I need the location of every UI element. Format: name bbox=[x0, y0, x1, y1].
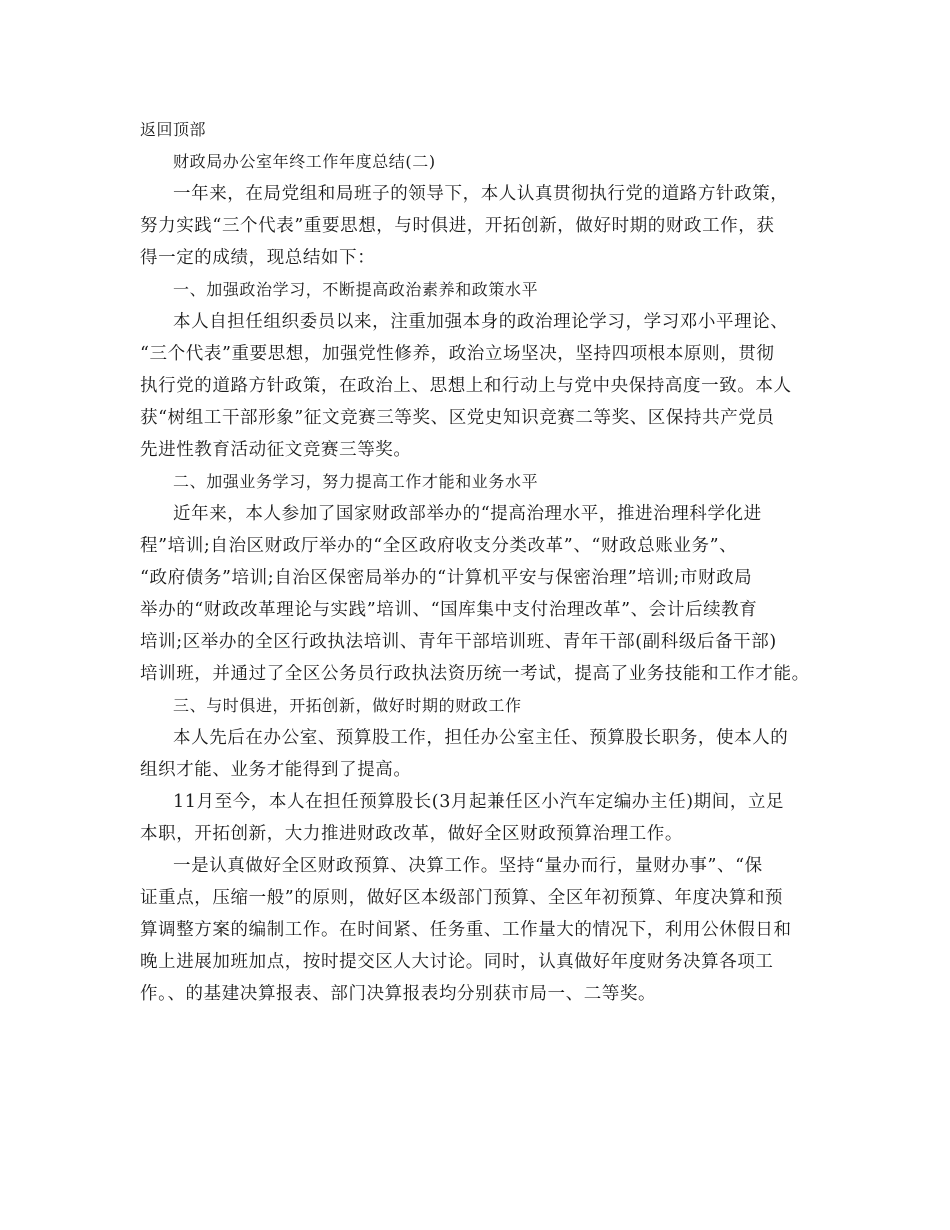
paragraph-line: “三个代表”重要思想，加强党性修养，政治立场坚决，坚持四项根本原则，贯彻 bbox=[140, 344, 775, 364]
paragraph-line: 执行党的道路方针政策，在政治上、思想上和行动上与党中央保持高度一致。本人 bbox=[140, 376, 792, 396]
paragraph-line: 本人自担任组织委员以来，注重加强本身的政治理论学习，学习邓小平理论、 bbox=[173, 312, 789, 332]
paragraph-line: 培训班，并通过了全区公务员行政执法资历统一考试，提高了业务技能和工作才能。 bbox=[140, 664, 810, 684]
paragraph-line: “政府债务”培训;自治区保密局举办的“计算机平安与保密治理”培训;市财政局 bbox=[140, 568, 753, 588]
paragraph-line: 作。、的基建决算报表、部门决算报表均分别获市局一、二等奖。 bbox=[140, 984, 657, 1004]
document-title: 财政局办公室年终工作年度总结(二) bbox=[173, 152, 436, 171]
paragraph-line: 算调整方案的编制工作。在时间紧、任务重、工作量大的情况下，利用公休假日和 bbox=[140, 920, 792, 940]
paragraph-line: 晚上进展加班加点，按时提交区人大讨论。同时，认真做好年度财务决算各项工 bbox=[140, 952, 774, 972]
paragraph-line: 得一定的成绩，现总结如下： bbox=[140, 248, 376, 268]
paragraph-line: 近年来，本人参加了国家财政部举办的“提高治理水平，推进治理科学化进 bbox=[173, 504, 762, 524]
paragraph-line: 一年来，在局党组和局班子的领导下，本人认真贯彻执行党的道路方针政策， bbox=[173, 184, 789, 204]
section-3-paragraph-2 bbox=[140, 786, 820, 850]
paragraph-line: 证重点，压缩一般”的原则，做好区本级部门预算、全区年初预算、年度决算和预 bbox=[140, 888, 784, 908]
paragraph-line: 组织才能、业务才能得到了提高。 bbox=[140, 760, 412, 780]
paragraph-line: 努力实践“三个代表”重要思想，与时俱进，开拓创新，做好时期的财政工作，获 bbox=[140, 216, 775, 236]
intro-paragraph bbox=[140, 178, 820, 274]
section-1-paragraph bbox=[140, 306, 820, 466]
section-heading-3: 三、与时俱进，开拓创新，做好时期的财政工作 bbox=[173, 696, 522, 715]
document-page bbox=[140, 114, 820, 1010]
paragraph-line: 本人先后在办公室、预算股工作，担任办公室主任、预算股长职务，使本人的 bbox=[173, 728, 789, 748]
paragraph-line: 程”培训;自治区财政厅举办的“全区政府收支分类改革”、“财政总账业务”、 bbox=[140, 536, 738, 556]
paragraph-line: 本职，开拓创新，大力推进财政改革，做好全区财政预算治理工作。 bbox=[140, 824, 683, 844]
section-3-paragraph-3 bbox=[140, 850, 820, 1010]
paragraph-line: 一是认真做好全区财政预算、决算工作。坚持“量办而行，量财办事”、“保 bbox=[173, 856, 763, 876]
back-to-top-link[interactable]: 返回顶部 bbox=[140, 120, 207, 139]
section-heading-2: 二、加强业务学习，努力提高工作才能和业务水平 bbox=[173, 472, 539, 491]
paragraph-line: 获“树组工干部形象”征文竞赛三等奖、区党史知识竞赛二等奖、区保持共产党员 bbox=[140, 408, 775, 428]
paragraph-line: 举办的“财政改革理论与实践”培训、“国库集中支付治理改革”、会计后续教育 bbox=[140, 600, 758, 620]
section-3-paragraph-1 bbox=[140, 722, 820, 786]
paragraph-line: 11月至今，本人在担任预算股长(3月起兼任区小汽车定编办主任)期间，立足 bbox=[173, 792, 785, 812]
section-2-paragraph bbox=[140, 498, 820, 690]
section-heading-1: 一、加强政治学习，不断提高政治素养和政策水平 bbox=[173, 280, 539, 299]
paragraph-line: 培训;区举办的全区行政执法培训、青年干部培训班、青年干部(副科级后备干部) bbox=[140, 632, 777, 652]
paragraph-line: 先进性教育活动征文竞赛三等奖。 bbox=[140, 440, 412, 460]
